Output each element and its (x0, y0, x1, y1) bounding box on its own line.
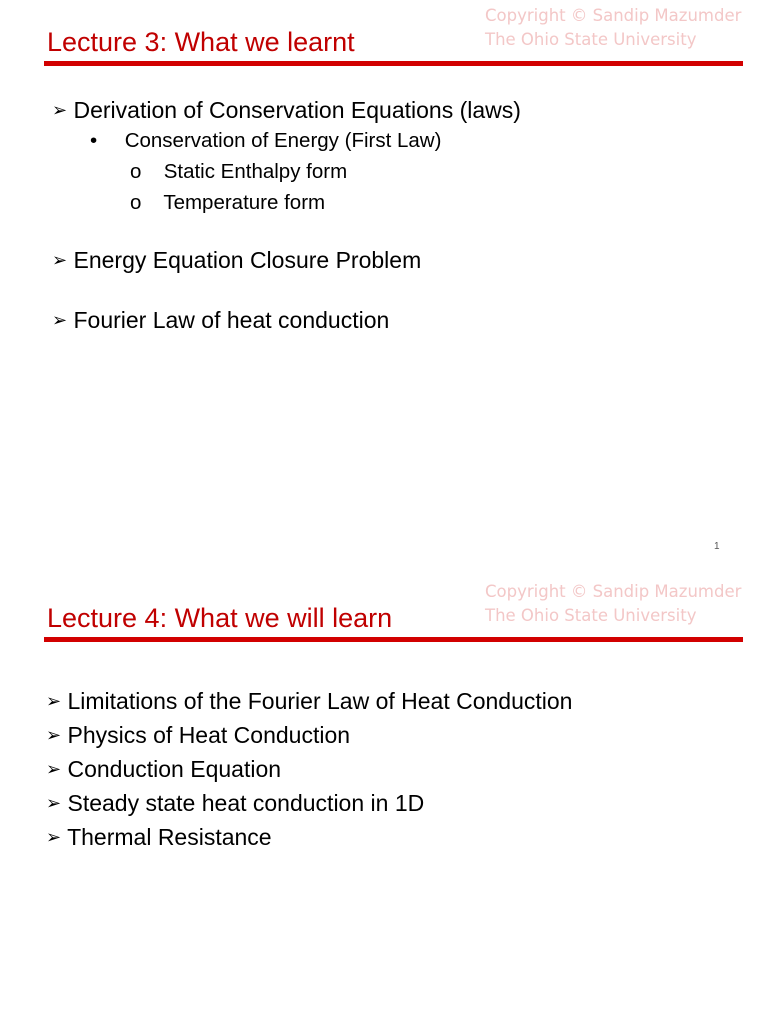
arrow-bullet-icon: ➢ (46, 827, 62, 847)
sub-sub-bullet-text: Static Enthalpy form (163, 160, 348, 183)
copyright-watermark (485, 4, 741, 52)
dot-bullet-icon: • (90, 129, 98, 152)
copyright-line-1: Copyright © Sandip Mazumder (485, 6, 742, 25)
bullet-text: Steady state heat conduction in 1D (67, 790, 425, 816)
bullet-text: Fourier Law of heat conduction (73, 307, 390, 333)
bullet-text: Energy Equation Closure Problem (73, 247, 422, 273)
bullet-item (52, 245, 421, 275)
arrow-bullet-icon: ➢ (52, 310, 68, 330)
page-number: 1 (714, 541, 720, 552)
arrow-bullet-icon: ➢ (52, 100, 68, 120)
arrow-bullet-icon: ➢ (46, 759, 62, 779)
bullet-text: Thermal Resistance (67, 824, 272, 850)
bullet-item (52, 95, 521, 125)
bullet-item (52, 305, 389, 335)
bullet-item (46, 822, 272, 852)
copyright-line-2: The Ohio State University (485, 606, 697, 625)
arrow-bullet-icon: ➢ (46, 725, 62, 745)
bullet-text: Conduction Equation (67, 756, 282, 782)
arrow-bullet-icon: ➢ (52, 250, 68, 270)
slide-lecture-4 (0, 576, 768, 1024)
sub-sub-bullet-item (130, 158, 347, 186)
bullet-item (46, 686, 572, 716)
sub-sub-bullet-text: Temperature form (163, 191, 326, 214)
title-divider (44, 637, 743, 642)
copyright-watermark (485, 580, 741, 628)
bullet-item (46, 720, 350, 750)
bullet-text: Physics of Heat Conduction (67, 722, 351, 748)
title-divider (44, 61, 743, 66)
bullet-item (46, 754, 281, 784)
copyright-line-2: The Ohio State University (485, 30, 697, 49)
bullet-item (46, 788, 424, 818)
circle-bullet-icon: o (130, 191, 142, 214)
copyright-line-1: Copyright © Sandip Mazumder (485, 582, 742, 601)
slide-title: Lecture 3: What we learnt (47, 27, 355, 57)
sub-bullet-item (90, 127, 441, 155)
sub-sub-bullet-item (130, 189, 325, 217)
arrow-bullet-icon: ➢ (46, 793, 62, 813)
bullet-text: Limitations of the Fourier Law of Heat Conduction (67, 688, 573, 714)
slide-title: Lecture 4: What we will learn (47, 603, 393, 633)
sub-bullet-text: Conservation of Energy (First Law) (124, 129, 442, 152)
circle-bullet-icon: o (130, 160, 142, 183)
arrow-bullet-icon: ➢ (46, 691, 62, 711)
bullet-text: Derivation of Conservation Equations (laws) (73, 97, 521, 123)
